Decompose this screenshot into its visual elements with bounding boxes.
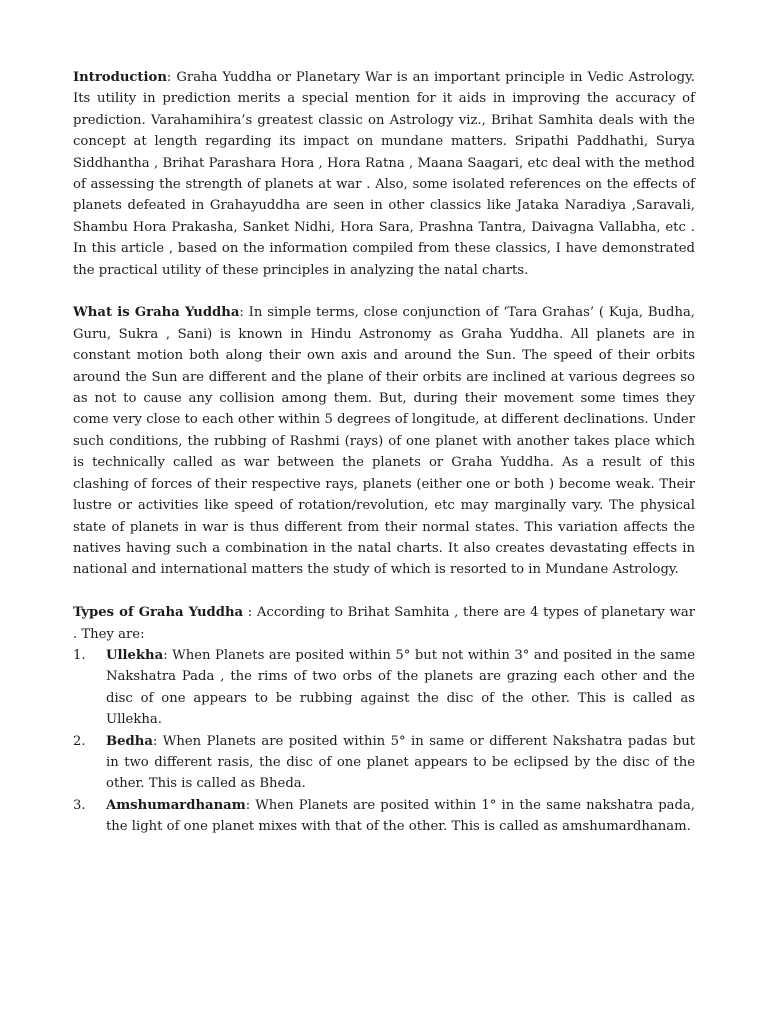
- list-term: Bedha: [106, 733, 153, 749]
- types-text: : According to Brihat Samhita , there are 4 types of planetary war . They are:: [73, 605, 696, 642]
- list-number: 3.: [73, 797, 86, 813]
- types-paragraph: [73, 602, 695, 645]
- what-is-heading: What is Graha Yuddha: [73, 305, 240, 321]
- list-item-ullekha: [73, 645, 695, 731]
- intro-paragraph: [73, 67, 695, 281]
- what-is-text: : In simple terms, close conjunction of ‘Tara Grahas’ ( Kuja, Budha, Guru, Sukra , Sani) is known in Hindu Astronomy as Graha Yuddha. All planets are in constant motion both along their own axis and around the Sun. The speed of their orbits around the Sun are different and the plane of their orbits are inclined at various degrees so as not to cause any collision among them. But, during their movement some times they come very close to each other within 5 degrees of longitude, at different declinations. Under such conditions, the rubbing of Rashmi (rays) of one planet with another takes place which is technically called as war between the planets or Graha Yuddha. As a result of this clashing of forces of their respective rays, planets (either one or both ) become weak. Their lustre or activities like speed of rotation/revolution, etc may marginally vary. The physical state of planets in war is thus different from their normal states. This variation affects the natives having such a combination in the natal charts. It also creates devastating effects in national and international matters the study of which is resorted to in Mundane Astrology.: [73, 305, 695, 578]
- types-heading: Types of Graha Yuddha: [73, 605, 244, 621]
- list-term: Ullekha: [106, 647, 164, 663]
- document-page: [73, 67, 695, 838]
- what-is-paragraph: [73, 302, 695, 580]
- types-list: [73, 645, 695, 838]
- list-number: 1.: [73, 647, 86, 663]
- list-term: Amshumardhanam: [106, 797, 246, 813]
- intro-text: : Graha Yuddha or Planetary War is an important principle in Vedic Astrology. Its utility in prediction merits a special mention for it aids in improving the accuracy of prediction. Varahamihira’s greatest classic on Astrology viz., Brihat Samhita deals with the concept at length regarding its impact on mundane matters. Sripathi Paddhathi, Surya Siddhantha , Brihat Parashara Hora , Hora Ratna , Maana Saagari, etc deal with the method of assessing the strength of planets at war . Also, some isolated references on the effects of planets defeated in Grahayuddha are seen in other classics like Jataka Naradiya ,Saravali, Shambu Hora Prakasha, Sanket Nidhi, Hora Sara, Prashna Tantra, Daivagna Vallabha, etc . In this article , based on the information compiled from these classics, I have demonstrated the practical utility of these principles in analyzing the natal charts.: [73, 70, 695, 278]
- intro-heading: Introduction: [73, 70, 167, 85]
- list-text: : When Planets are posited within 5° in same or different Nakshatra padas but in two different rasis, the disc of one planet appears to be eclipsed by the disc of the other. This is called as Bheda.: [106, 733, 695, 792]
- list-text: : When Planets are posited within 1° in the same nakshatra pada, the light of one planet mixes with that of the other. This is called as amshumardhanam.: [106, 797, 695, 835]
- list-number: 2.: [73, 733, 86, 749]
- list-text: : When Planets are posited within 5° but not within 3° and posited in the same Nakshatra Pada , the rims of two orbs of the planets are grazing each other and the disc of one appears to be rubbing against the disc of the other. This is called as Ullekha.: [106, 647, 695, 728]
- list-item-bedha: [73, 731, 695, 795]
- list-item-amshumardhanam: [73, 795, 695, 838]
